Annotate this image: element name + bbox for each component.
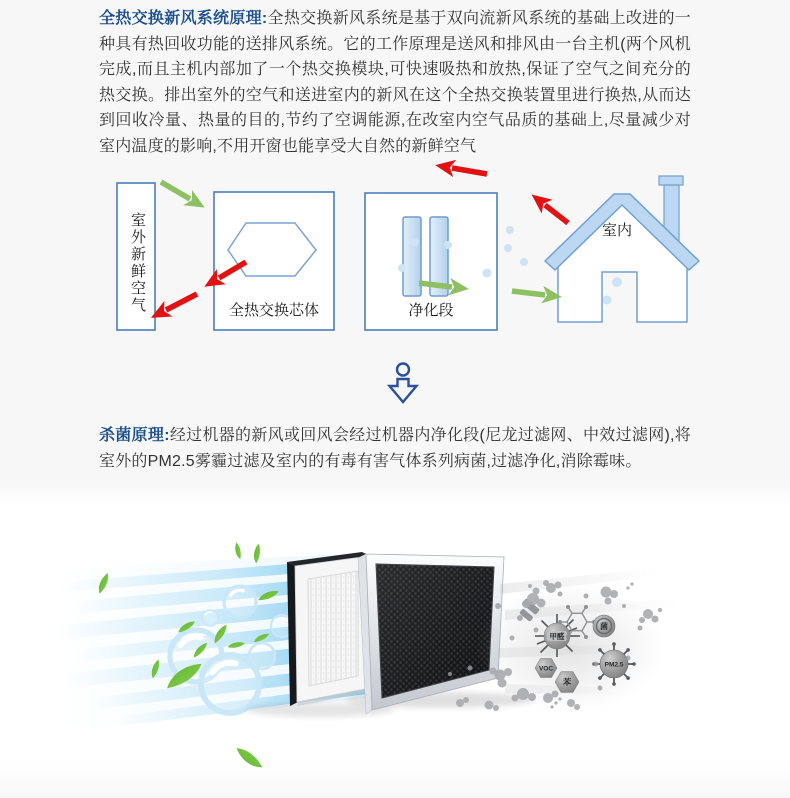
down-arrow-icon <box>383 359 423 407</box>
particle-formaldehyde-label: 甲醛 <box>549 631 565 641</box>
particle-voc-label: VOC <box>538 665 554 673</box>
pm25-particle-icon <box>592 642 636 686</box>
sterilization-paragraph <box>99 423 691 474</box>
indoor-label: 室内 <box>601 222 633 239</box>
intro-heading: 全热交换新风系统原理: <box>99 10 268 27</box>
sterilization-heading: 杀菌原理: <box>99 427 170 444</box>
hepa-filter-graphic <box>287 552 370 706</box>
system-diagram <box>0 155 790 345</box>
core-label: 全热交换芯体 <box>228 302 320 319</box>
sterilization-body: 经过机器的新风或回风会经过机器内净化段(尼龙过滤网、中效过滤网),将室外的PM2.5雾霾过滤及室内的有毒有害气体系列病菌,过滤净化,消除霉味。 <box>99 427 691 470</box>
intro-body: 全热交换新风系统是基于双向流新风系统的基础上改进的一种具有热回收功能的送排风系统。它的工作原理是送风和排风由一台主机(两个风机完成,而且主机内部加了一个热交换模块,可快速吸热和放热,保证了空气之间充分的热交换。排出室外的空气和送进室内的新风在这个全热交换装置里进行换热,从而达到回收冷量、热量的目的,节约了空调能源,在改室内空气品质的基础上,尽量减少对室内温度的影响,不用开窗也能享受大自然的新鲜空气 <box>99 10 691 155</box>
bacteria-particle-icon <box>593 615 615 637</box>
outdoor-air-label: 室外新鲜空气 <box>129 212 146 314</box>
filter-illustration <box>0 478 790 798</box>
house-icon <box>545 176 699 322</box>
particle-pm25-label: PM2.5 <box>604 661 624 669</box>
particle-benzene-label: 苯 <box>562 677 572 687</box>
purification-label: 净化段 <box>408 302 454 319</box>
particle-bacteria-label: 菌 <box>600 622 608 631</box>
intro-paragraph <box>99 6 691 159</box>
